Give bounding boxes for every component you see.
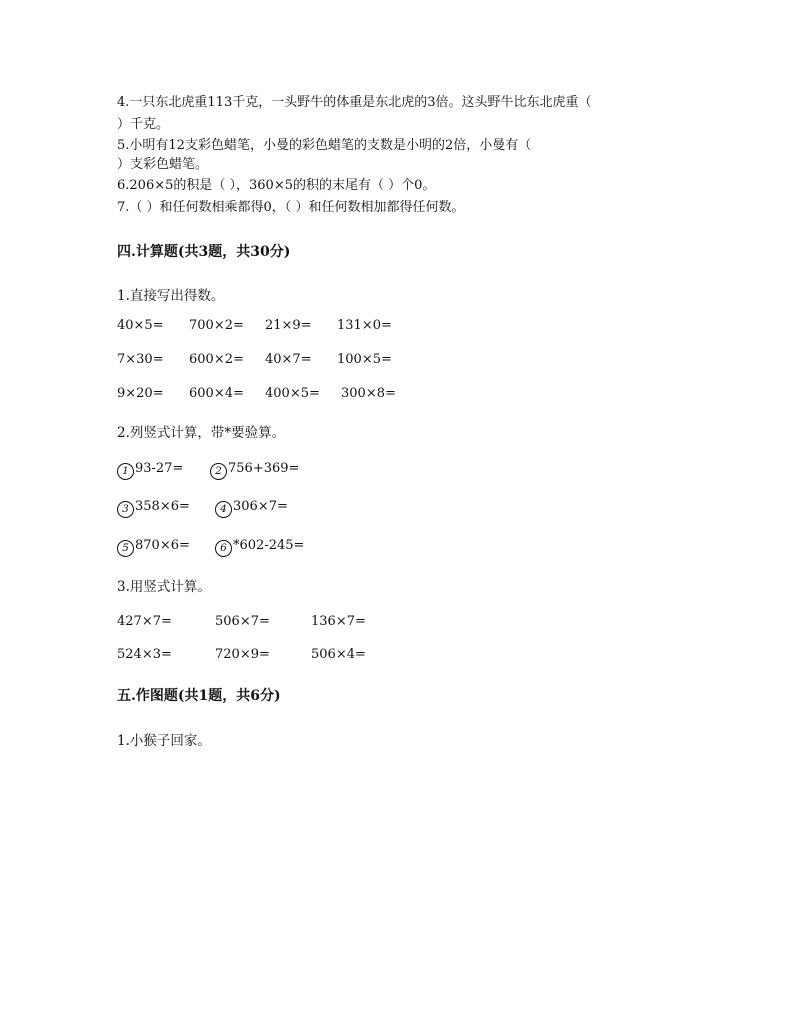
vertical-calc-item: 2 756+369=	[210, 461, 299, 480]
mental-math-item: 131×0=	[337, 318, 392, 333]
mental-math-item: 400×5=	[265, 386, 320, 401]
column-calc-item: 524×3=	[117, 647, 172, 662]
mental-math-item: 9×20=	[117, 386, 164, 401]
mental-math-item: 7×30=	[117, 352, 164, 367]
column-calc-item: 506×4=	[311, 647, 366, 662]
column-calc-item: 506×7=	[215, 614, 270, 629]
section-4-q1-title: 1.直接写出得数。	[117, 288, 225, 304]
section-5-q1-title: 1.小猴子回家。	[117, 733, 211, 749]
question-7: 7.（ ）和任何数相乘都得0，（ ）和任何数相加都得任何数。	[117, 200, 465, 215]
mental-math-item: 100×5=	[337, 352, 392, 367]
question-5-line-2: ）支彩色蜡笔。	[117, 157, 209, 172]
question-5-line-1: 5.小明有12支彩色蜡笔，小曼的彩色蜡笔的支数是小明的2倍，小曼有（	[117, 138, 532, 153]
circled-number: 5	[117, 540, 134, 557]
circled-number: 2	[210, 463, 227, 480]
question-4-line-2: ）千克。	[117, 117, 170, 132]
mental-math-item: 600×4=	[189, 386, 244, 401]
column-calc-item: 136×7=	[311, 614, 366, 629]
column-calc-item: 720×9=	[215, 647, 270, 662]
question-6: 6.206×5的积是（ ），360×5的积的末尾有（ ）个0。	[117, 178, 436, 193]
circled-number: 3	[117, 501, 134, 518]
mental-math-item: 700×2=	[189, 318, 244, 333]
circled-number: 4	[215, 501, 232, 518]
section-4-q3-title: 3.用竖式计算。	[117, 579, 211, 595]
mental-math-item: 21×9=	[265, 318, 312, 333]
mental-math-item: 600×2=	[189, 352, 244, 367]
circled-number: 1	[117, 463, 134, 480]
circled-number: 6	[215, 540, 232, 557]
vertical-calc-item: 6 *602-245=	[215, 538, 304, 557]
vertical-calc-item: 4 306×7=	[215, 499, 288, 518]
question-4-line-1: 4.一只东北虎重113千克，一头野牛的体重是东北虎的3倍。这头野牛比东北虎重（	[117, 95, 592, 110]
mental-math-item: 300×8=	[341, 386, 396, 401]
mental-math-item: 40×5=	[117, 318, 164, 333]
section-4-q2-title: 2.列竖式计算，带*要验算。	[117, 425, 286, 441]
column-calc-item: 427×7=	[117, 614, 172, 629]
vertical-calc-item: 1 93-27=	[117, 461, 183, 480]
section-4-title: 四.计算题(共3题，共30分)	[117, 244, 291, 260]
section-5-title: 五.作图题(共1题，共6分)	[117, 688, 281, 704]
mental-math-item: 40×7=	[265, 352, 312, 367]
vertical-calc-item: 3 358×6=	[117, 499, 190, 518]
vertical-calc-item: 5 870×6=	[117, 538, 190, 557]
